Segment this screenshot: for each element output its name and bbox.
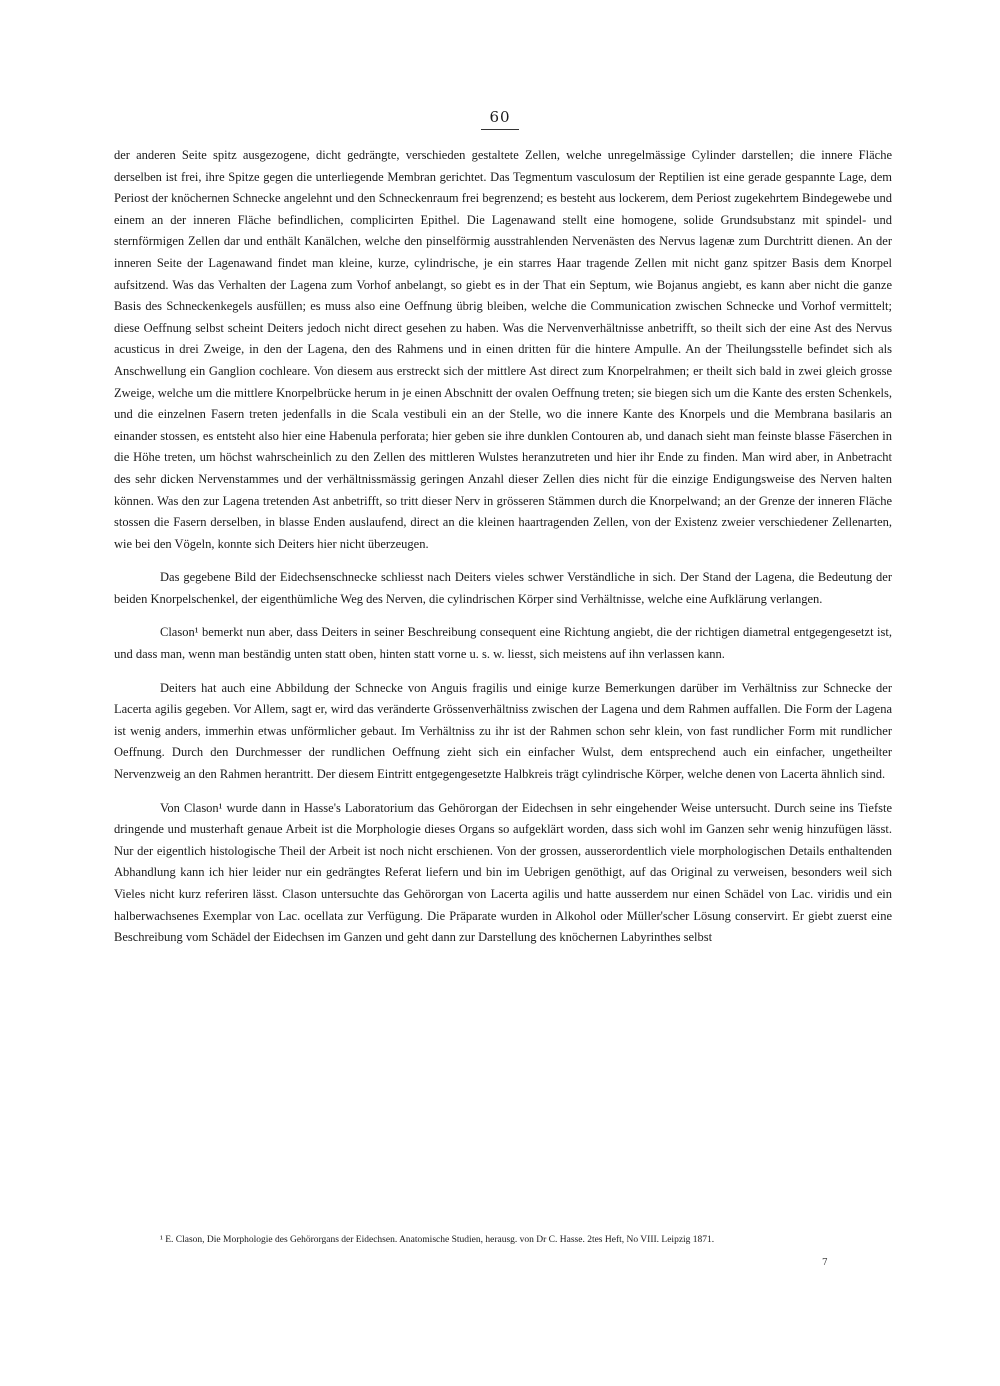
stray-mark: 7 (822, 1258, 828, 1268)
paragraph-5: Von Clason¹ wurde dann in Hasse's Laboratorium das Gehörorgan der Eidechsen in sehr eingehender Weise untersucht. Durch seine ins Tiefste dringende und musterhaft genaue Arbeit ist die Morphologie dieses Organs so aufgeklärt worden, dass sich wohl im Ganzen sehr wenig hinzufügen lässt. Nur der eigentlich histologische Theil der Arbeit ist noch nicht erschienen. Von der grossen, ausserordentlich viele morphologischen Details enthaltenden Abhandlung kann ich hier leider nur ein gedrängtes Referat liefern und bin im Uebrigen genöthigt, auf das Original zu verweisen, besonders weil sich Vieles nicht kurz referiren lässt. Clason untersuchte das Gehörorgan von Lacerta agilis und hatte ausserdem nur einen Schädel von Lac. viridis und ein halberwachsenes Exemplar von Lac. ocellata zur Verfügung. Die Präparate wurden in Alkohol oder Müller'scher Lösung conservirt. Er giebt zuerst eine Beschreibung vom Schädel der Eidechsen im Ganzen und geht dann zur Darstellung des knöchernen Labyrinthes selbst (114, 800, 892, 945)
paragraph-1: der anderen Seite spitz ausgezogene, dicht gedrängte, verschieden gestaltete Zellen, welche unregelmässige Cylinder darstellen; die innere Fläche derselben ist frei, ihre Spitze gegen die unterliegende Membran gerichtet. Das Tegmentum vasculosum der Reptilien ist eine gerade gespannte Lage, dem Periost der knöchernen Schnecke angelehnt und den Schneckenraum frei begrenzend; es besteht aus lockerem, dem Periost zugekehrtem Bindegewebe und einem an der inneren Fläche befindlichen, complicirten Epithel. Die Lagenawand stellt eine homogene, solide Grundsubstanz mit spindel- und sternförmigen Zellen dar und enthält Kanälchen, welche den pinselförmig ausstrahlenden Nervenästen des Nervus lagenæ zum Durchtritt dienen. An der inneren Seite der Lagenawand findet man kleine, kurze, cylindrische, je ein starres Haar tragende Zellen mit nicht ganz spitzer Basis dem Knorpel aufsitzend. Was das Verhalten der Lagena zum Vorhof anbelangt, so giebt es in der That ein Septum, wie Bojanus angiebt, es kann aber nicht die ganze Basis des Schneckenkegels ausfüllen; es muss also eine Oeffnung übrig bleiben, welche die Communication zwischen Schnecke und Vorhof vermittelt; diese Oeffnung selbst scheint Deiters jedoch nicht direct gesehen zu haben. Was die Nervenverhältnisse anbetrifft, so theilt sich der eine Ast des Nervus acusticus in drei Zweige, in den der Lagena, den des Rahmens und in einen dritten für die hintere Ampulle. An der Theilungsstelle befindet sich als Anschwellung ein Ganglion cochleare. Von diesem aus erstreckt sich der mittlere Ast direct zum Knorpelrahmen; er theilt sich bald in zwei gleich grosse Zweige, welche um die mittlere Knorpelbrücke herum in je einen Abschnitt der ovalen Oeffnung treten; sie biegen sich um die Kante des ersten Schenkels, und die einzelnen Fasern treten jedenfalls in die Scala vestibuli ein an der Stelle, wo die innere Kante des Knorpels und die Membrana basilaris an einander stossen, es entsteht also hier eine Habenula perforata; hier geben sie ihre dunklen Contouren ab, und danach sieht man feinste blasse Fäserchen in die Höhe treten, um höchst wahrscheinlich zu den Zellen des mittleren Wulstes heranzutreten und hier ihr Ende zu finden. Man wird aber, in Anbetracht des sehr dicken Nervenstammes und der verhältnissmässig geringen Anzahl dieser Zellen dies nicht für die einzige Endigungsweise des Nerven halten können. Was den zur Lagena tretenden Ast anbetrifft, so tritt dieser Nerv in grösseren Stämmen durch die Knorpelwand; an der Grenze der inneren Fläche stossen die Fasern derselben, in blasse Enden auslaufend, direct an die kleinen haartragenden Zellen, von der Existenz zweier verschiedener Zellenarten, wie bei den Vögeln, konnte sich Deiters hier nicht überzeugen. (114, 148, 892, 551)
paragraph-3: Clason¹ bemerkt nun aber, dass Deiters in seiner Beschreibung consequent eine Richtung angiebt, die der richtigen diametral entgegengesetzt ist, und dass man, wenn man beständig unten statt oben, hinten statt vorne u. s. w. liesst, sich meistens auf ihn verlassen kann. (114, 625, 892, 662)
body-text (114, 145, 892, 961)
paragraph-2: Das gegebene Bild der Eidechsenschnecke schliesst nach Deiters vieles schwer Verständliche in sich. Der Stand der Lagena, die Bedeutung der beiden Knorpelschenkel, der eigenthümliche Weg des Nerven, die cylindrischen Körper sind Verhältnisse, welche eine Aufklärung verlangen. (114, 570, 892, 606)
paragraph-4: Deiters hat auch eine Abbildung der Schnecke von Anguis fragilis und einige kurze Bemerkungen darüber im Verhältniss zur Schnecke der Lacerta agilis gegeben. Vor Allem, sagt er, wird das veränderte Grössenverhältniss zwischen der Lagena und dem Rahmen auffallen. Die Form der Lagena ist wenig anders, immerhin etwas unförmlicher gebaut. Im Verhältniss zu ihr ist der Rahmen schon sehr klein, von fast rundlicher Form mit rundlicher Oeffnung. Durch den Durchmesser der rundlichen Oeffnung zieht sich ein einfacher Wulst, dem entsprechend auch ein einfacher, ungetheilter Nervenzweig an den Rahmen herantritt. Der diesem Eintritt entgegengesetzte Halbkreis trägt cylindrische Körper, welche denen von Lacerta ähnlich sind. (114, 680, 892, 782)
page-number: 60 (489, 108, 511, 126)
footnote: ¹ E. Clason, Die Morphologie des Gehörorgans der Eidechsen. Anatomische Studien, herausg. von Dr C. Hasse. 2tes Heft, No VIII. Leipzig 1871. (160, 1235, 715, 1245)
page-number-rule (481, 129, 519, 130)
